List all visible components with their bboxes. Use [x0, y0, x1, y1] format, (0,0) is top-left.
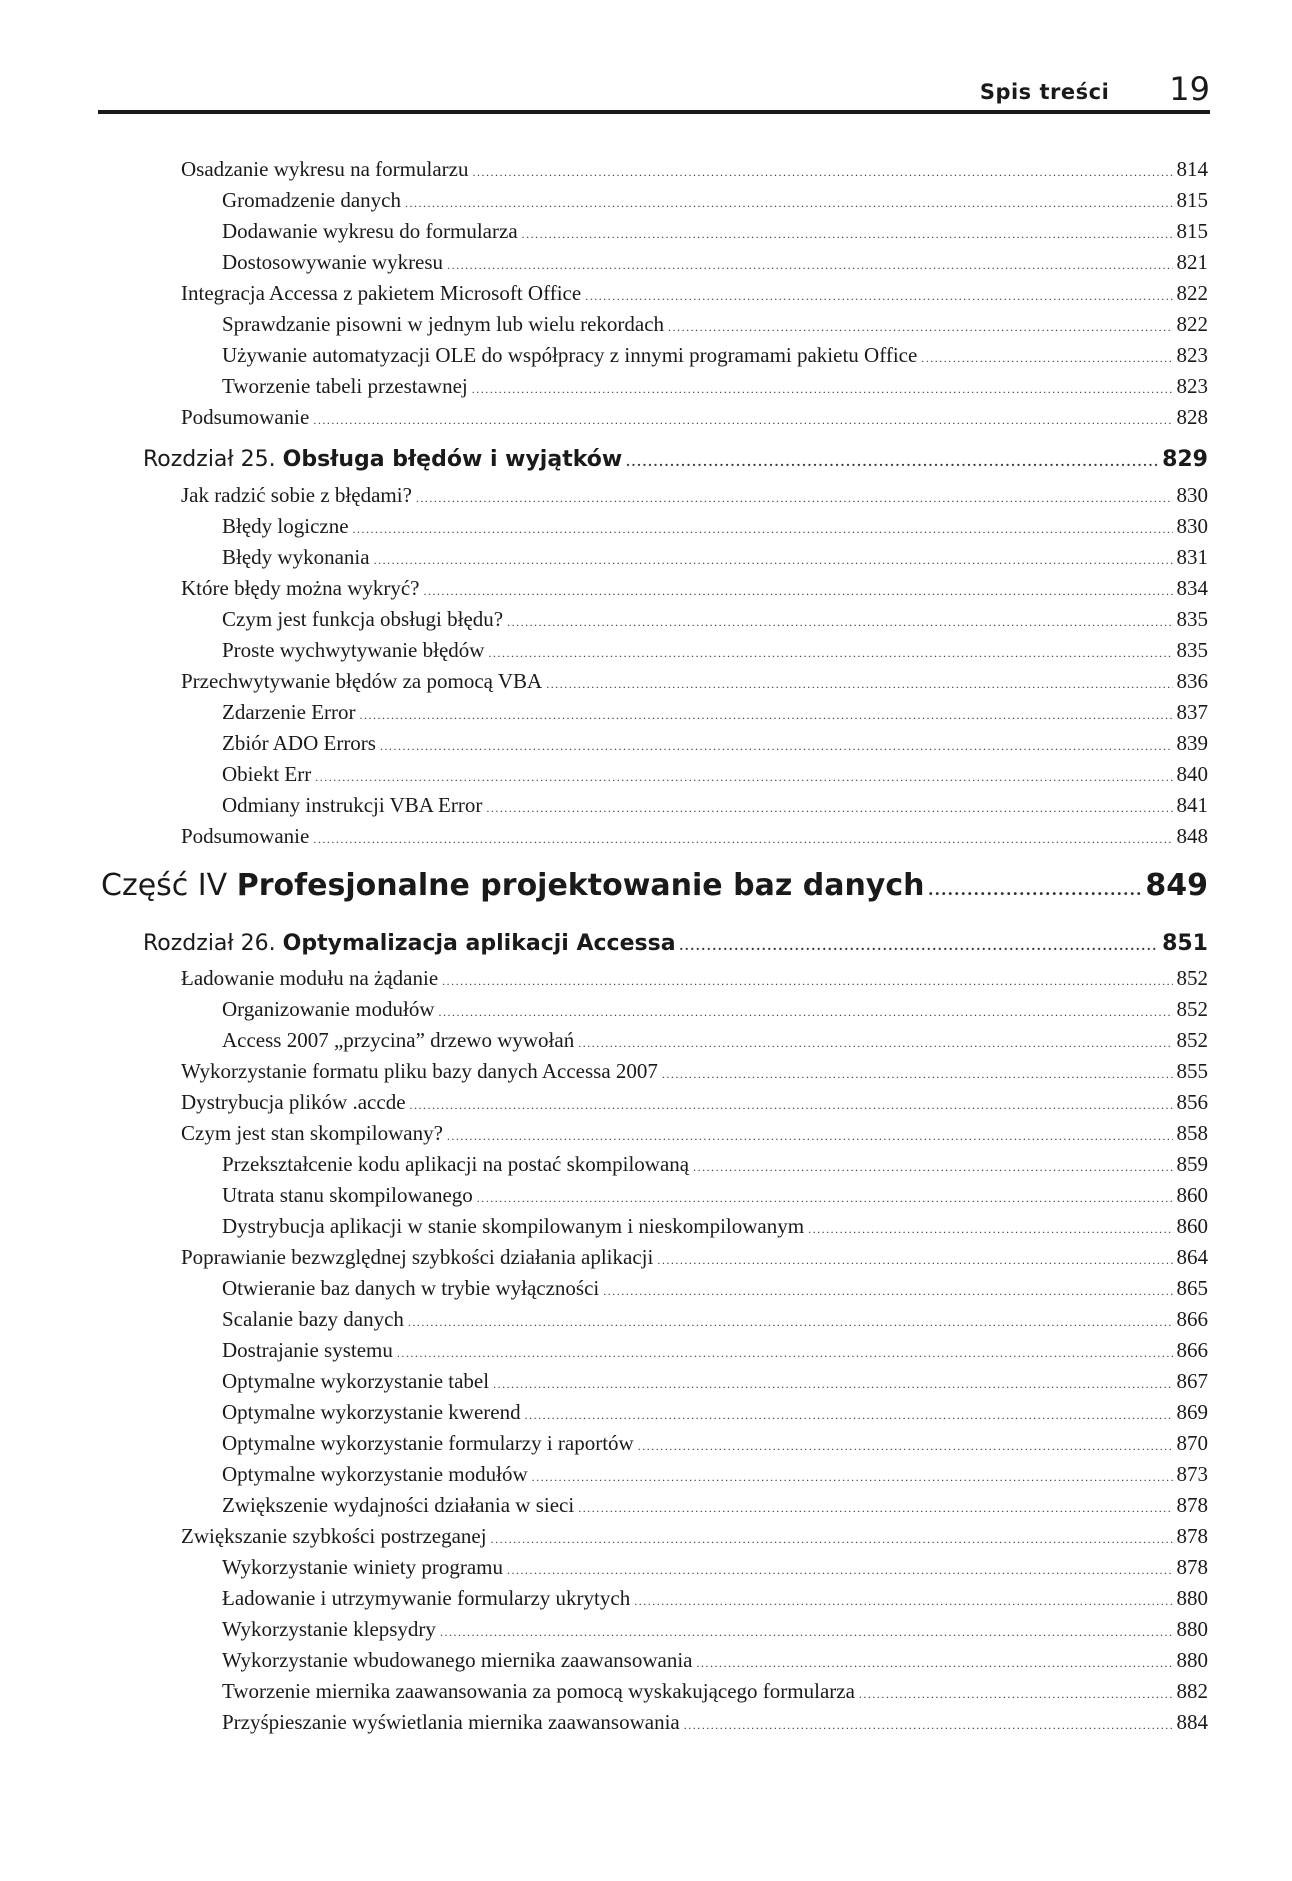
toc-page-number: 852	[1176, 966, 1208, 990]
toc-title: Ładowanie i utrzymywanie formularzy ukrytych	[222, 1586, 631, 1610]
toc-entry	[222, 219, 1208, 249]
toc-chapter	[143, 446, 1208, 480]
dot-leader	[447, 258, 1172, 273]
toc-entry	[222, 1369, 1208, 1399]
toc-title	[143, 446, 622, 473]
dot-leader	[657, 1253, 1172, 1268]
toc-title: Błędy logiczne	[222, 514, 349, 538]
toc-title: Sprawdzanie pisowni w jednym lub wielu rekordach	[222, 312, 665, 336]
toc-title: Przechwytywanie błędów za pomocą VBA	[181, 669, 543, 693]
toc-entry	[222, 1214, 1208, 1244]
dot-leader	[408, 1315, 1173, 1330]
toc-page-number: 859	[1176, 1152, 1208, 1176]
toc-title: Zwiększenie wydajności działania w sieci	[222, 1493, 575, 1517]
toc-page-number: 831	[1176, 545, 1208, 569]
page-number: 19	[1169, 70, 1210, 108]
dot-leader	[424, 584, 1173, 599]
dot-leader	[353, 522, 1173, 537]
toc-page-number: 880	[1176, 1586, 1208, 1610]
toc-page-number: 829	[1162, 447, 1208, 472]
toc-entry	[222, 1679, 1208, 1709]
toc-page-number: 865	[1176, 1276, 1208, 1300]
toc-page-number: 860	[1176, 1214, 1208, 1238]
toc-entry	[222, 607, 1208, 637]
toc-title: Optymalne wykorzystanie modułów	[222, 1462, 528, 1486]
toc-title: Proste wychwytywanie błędów	[222, 638, 485, 662]
toc-title: Otwieranie baz danych w trybie wyłączności	[222, 1276, 600, 1300]
toc-page-number: 835	[1176, 638, 1208, 662]
toc-entry	[222, 1586, 1208, 1616]
dot-leader	[493, 1377, 1172, 1392]
dot-leader	[472, 165, 1172, 180]
dot-leader	[440, 1625, 1173, 1640]
toc-entry	[222, 1183, 1208, 1213]
toc-title: Poprawianie bezwzględnej szybkości działania aplikacji	[181, 1245, 654, 1269]
toc-entry	[222, 1028, 1208, 1058]
toc-title: Czym jest funkcja obsługi błędu?	[222, 607, 504, 631]
dot-leader	[808, 1222, 1172, 1237]
dot-leader	[693, 1160, 1172, 1175]
toc-title: Access 2007 „przycina” drzewo wywołań	[222, 1028, 575, 1052]
toc-page-number: 858	[1176, 1121, 1208, 1145]
toc-title: Zbiór ADO Errors	[222, 731, 376, 755]
toc-entry	[222, 1462, 1208, 1492]
toc-title: Odmiany instrukcji VBA Error	[222, 793, 483, 817]
dot-leader	[546, 677, 1172, 692]
dot-leader	[929, 879, 1142, 900]
chapter-title: Obsługa błędów i wyjątków	[282, 447, 623, 472]
dot-leader	[313, 413, 1172, 428]
toc-entry	[181, 1524, 1208, 1554]
dot-leader	[442, 974, 1172, 989]
toc-page-number: 840	[1176, 762, 1208, 786]
toc-entry	[222, 545, 1208, 575]
chapter-label: Rozdział 26.	[143, 931, 283, 956]
dot-leader	[507, 615, 1172, 630]
toc-title: Ładowanie modułu na żądanie	[181, 966, 439, 990]
dot-leader	[410, 1098, 1173, 1113]
toc-title: Używanie automatyzacji OLE do współpracy z innymi programami pakietu Office	[222, 343, 918, 367]
dot-leader	[921, 351, 1172, 366]
toc-page-number: 815	[1176, 219, 1208, 243]
toc-page-number: 849	[1145, 868, 1208, 903]
toc-entry	[222, 1555, 1208, 1585]
toc-page-number: 835	[1176, 607, 1208, 631]
toc-title: Optymalne wykorzystanie formularzy i raportów	[222, 1431, 634, 1455]
dot-leader	[684, 1718, 1173, 1733]
toc-title: Dodawanie wykresu do formularza	[222, 219, 518, 243]
header-title: Spis treści	[979, 80, 1110, 104]
toc-entry	[222, 1710, 1208, 1740]
toc-title: Utrata stanu skompilowanego	[222, 1183, 473, 1207]
toc-entry	[222, 1338, 1208, 1368]
dot-leader	[680, 939, 1159, 955]
toc-page-number: 882	[1176, 1679, 1208, 1703]
toc-page-number: 822	[1176, 312, 1208, 336]
dot-leader	[438, 1005, 1172, 1020]
toc-entry	[222, 793, 1208, 823]
dot-leader	[507, 1563, 1173, 1578]
toc-entry	[181, 157, 1208, 187]
toc-title: Czym jest stan skompilowany?	[181, 1121, 443, 1145]
toc-title: Organizowanie modułów	[222, 997, 435, 1021]
toc-title: Tworzenie miernika zaawansowania za pomocą wyskakującego formularza	[222, 1679, 855, 1703]
toc-entry	[181, 669, 1208, 699]
toc-title: Podsumowanie	[181, 405, 310, 429]
toc-entry	[181, 1121, 1208, 1151]
toc-entry	[181, 281, 1208, 311]
toc-entry	[181, 576, 1208, 606]
toc-page-number: 837	[1176, 700, 1208, 724]
toc-entry	[181, 483, 1208, 513]
toc-part	[101, 868, 1208, 912]
toc-page-number: 855	[1176, 1059, 1208, 1083]
toc-entry	[222, 1648, 1208, 1678]
dot-leader	[626, 455, 1158, 471]
dot-leader	[397, 1346, 1173, 1361]
toc-page-number: 860	[1176, 1183, 1208, 1207]
dot-leader	[472, 382, 1173, 397]
toc-page-number: 870	[1176, 1431, 1208, 1455]
toc-entry	[222, 1617, 1208, 1647]
dot-leader	[603, 1284, 1172, 1299]
toc-title: Tworzenie tabeli przestawnej	[222, 374, 468, 398]
toc-page-number: 866	[1176, 1307, 1208, 1331]
dot-leader	[578, 1501, 1172, 1516]
toc-entry	[222, 700, 1208, 730]
chapter-title: Optymalizacja aplikacji Accessa	[282, 931, 676, 956]
toc-entry	[222, 1431, 1208, 1461]
dot-leader	[522, 227, 1173, 242]
dot-leader	[447, 1129, 1173, 1144]
dot-leader	[416, 491, 1173, 506]
part-label: Część IV	[101, 868, 237, 903]
toc-entry	[181, 405, 1208, 435]
dot-leader	[491, 1532, 1173, 1547]
dot-leader	[374, 553, 1173, 568]
toc-page-number: 866	[1176, 1338, 1208, 1362]
toc-page-number: 880	[1176, 1648, 1208, 1672]
toc-title: Przekształcenie kodu aplikacji na postać skompilowaną	[222, 1152, 690, 1176]
toc-entry	[222, 1152, 1208, 1182]
toc-title: Integracja Accessa z pakietem Microsoft Office	[181, 281, 582, 305]
toc-title: Dystrybucja aplikacji w stanie skompilowanym i nieskompilowanym	[222, 1214, 805, 1238]
dot-leader	[578, 1036, 1172, 1051]
dot-leader	[360, 708, 1173, 723]
dot-leader	[488, 646, 1172, 661]
toc-title: Optymalne wykorzystanie kwerend	[222, 1400, 521, 1424]
chapter-label: Rozdział 25.	[143, 447, 283, 472]
toc-title: Dostosowywanie wykresu	[222, 250, 444, 274]
dot-leader	[477, 1191, 1173, 1206]
toc-page-number: 864	[1176, 1245, 1208, 1269]
toc-title: Wykorzystanie formatu pliku bazy danych Accessa 2007	[181, 1059, 658, 1083]
toc-entry	[222, 250, 1208, 280]
toc-entry	[222, 312, 1208, 342]
toc-title: Zdarzenie Error	[222, 700, 356, 724]
toc-title: Wykorzystanie winiety programu	[222, 1555, 503, 1579]
toc-title: Scalanie bazy danych	[222, 1307, 404, 1331]
toc-title: Które błędy można wykryć?	[181, 576, 420, 600]
toc-entry	[222, 638, 1208, 668]
part-title: Profesjonalne projektowanie baz danych	[236, 868, 925, 903]
toc-page-number: 841	[1176, 793, 1208, 817]
toc-entry	[222, 762, 1208, 792]
toc-entry	[181, 966, 1208, 996]
dot-leader	[315, 770, 1172, 785]
toc-title: Błędy wykonania	[222, 545, 370, 569]
toc-page-number: 848	[1176, 824, 1208, 848]
running-header	[98, 66, 1210, 114]
toc-title: Wykorzystanie wbudowanego miernika zaawansowania	[222, 1648, 693, 1672]
toc-page-number: 834	[1176, 576, 1208, 600]
toc-entry	[181, 1059, 1208, 1089]
toc-page-number: 884	[1176, 1710, 1208, 1734]
dot-leader	[662, 1067, 1173, 1082]
toc-title: Zwiększanie szybkości postrzeganej	[181, 1524, 487, 1548]
toc-page-number: 851	[1162, 931, 1208, 956]
toc-page-number: 852	[1176, 1028, 1208, 1052]
toc-title	[143, 930, 676, 957]
dot-leader	[696, 1656, 1172, 1671]
toc-page-number: 869	[1176, 1400, 1208, 1424]
toc-title: Podsumowanie	[181, 824, 310, 848]
toc-page-number: 821	[1176, 250, 1208, 274]
dot-leader	[532, 1470, 1173, 1485]
toc-title: Dostrajanie systemu	[222, 1338, 393, 1362]
toc-page-number: 822	[1176, 281, 1208, 305]
toc-entry	[222, 343, 1208, 373]
toc-title: Osadzanie wykresu na formularzu	[181, 157, 469, 181]
toc-title: Optymalne wykorzystanie tabel	[222, 1369, 490, 1393]
toc-entry	[181, 824, 1208, 854]
dot-leader	[380, 739, 1173, 754]
toc-page-number: 839	[1176, 731, 1208, 755]
toc-page-number: 815	[1176, 188, 1208, 212]
toc-page-number: 852	[1176, 997, 1208, 1021]
toc-page-number: 830	[1176, 483, 1208, 507]
toc-page-number: 814	[1176, 157, 1208, 181]
dot-leader	[634, 1594, 1172, 1609]
toc-page-number: 836	[1176, 669, 1208, 693]
toc-title: Przyśpieszanie wyświetlania miernika zaawansowania	[222, 1710, 680, 1734]
dot-leader	[405, 196, 1172, 211]
toc-entry	[222, 374, 1208, 404]
toc-page-number: 828	[1176, 405, 1208, 429]
toc-page-number: 867	[1176, 1369, 1208, 1393]
toc-entry	[181, 1245, 1208, 1275]
toc-title: Jak radzić sobie z błędami?	[181, 483, 412, 507]
toc-page-number: 830	[1176, 514, 1208, 538]
toc-entry	[222, 997, 1208, 1027]
toc-entry	[222, 1400, 1208, 1430]
toc-entry	[181, 1090, 1208, 1120]
toc-title: Wykorzystanie klepsydry	[222, 1617, 436, 1641]
dot-leader	[859, 1687, 1173, 1702]
dot-leader	[313, 832, 1172, 847]
toc-page-number: 878	[1176, 1524, 1208, 1548]
toc-page-number: 880	[1176, 1617, 1208, 1641]
toc-title: Gromadzenie danych	[222, 188, 402, 212]
toc-page-number: 878	[1176, 1555, 1208, 1579]
dot-leader	[486, 801, 1172, 816]
toc-page-number: 823	[1176, 374, 1208, 398]
toc-chapter	[143, 930, 1208, 964]
toc-entry	[222, 1307, 1208, 1337]
toc-entry	[222, 1493, 1208, 1523]
toc-title	[101, 868, 925, 903]
toc-page-number: 878	[1176, 1493, 1208, 1517]
toc-page-number: 873	[1176, 1462, 1208, 1486]
dot-leader	[525, 1408, 1173, 1423]
toc-page-number: 856	[1176, 1090, 1208, 1114]
toc-entry	[222, 514, 1208, 544]
toc-title: Obiekt Err	[222, 762, 312, 786]
dot-leader	[668, 320, 1172, 335]
toc-entry	[222, 1276, 1208, 1306]
toc-title: Dystrybucja plików .accde	[181, 1090, 406, 1114]
toc-page-number: 823	[1176, 343, 1208, 367]
dot-leader	[638, 1439, 1173, 1454]
toc-entry	[222, 188, 1208, 218]
toc-entry	[222, 731, 1208, 761]
dot-leader	[585, 289, 1172, 304]
